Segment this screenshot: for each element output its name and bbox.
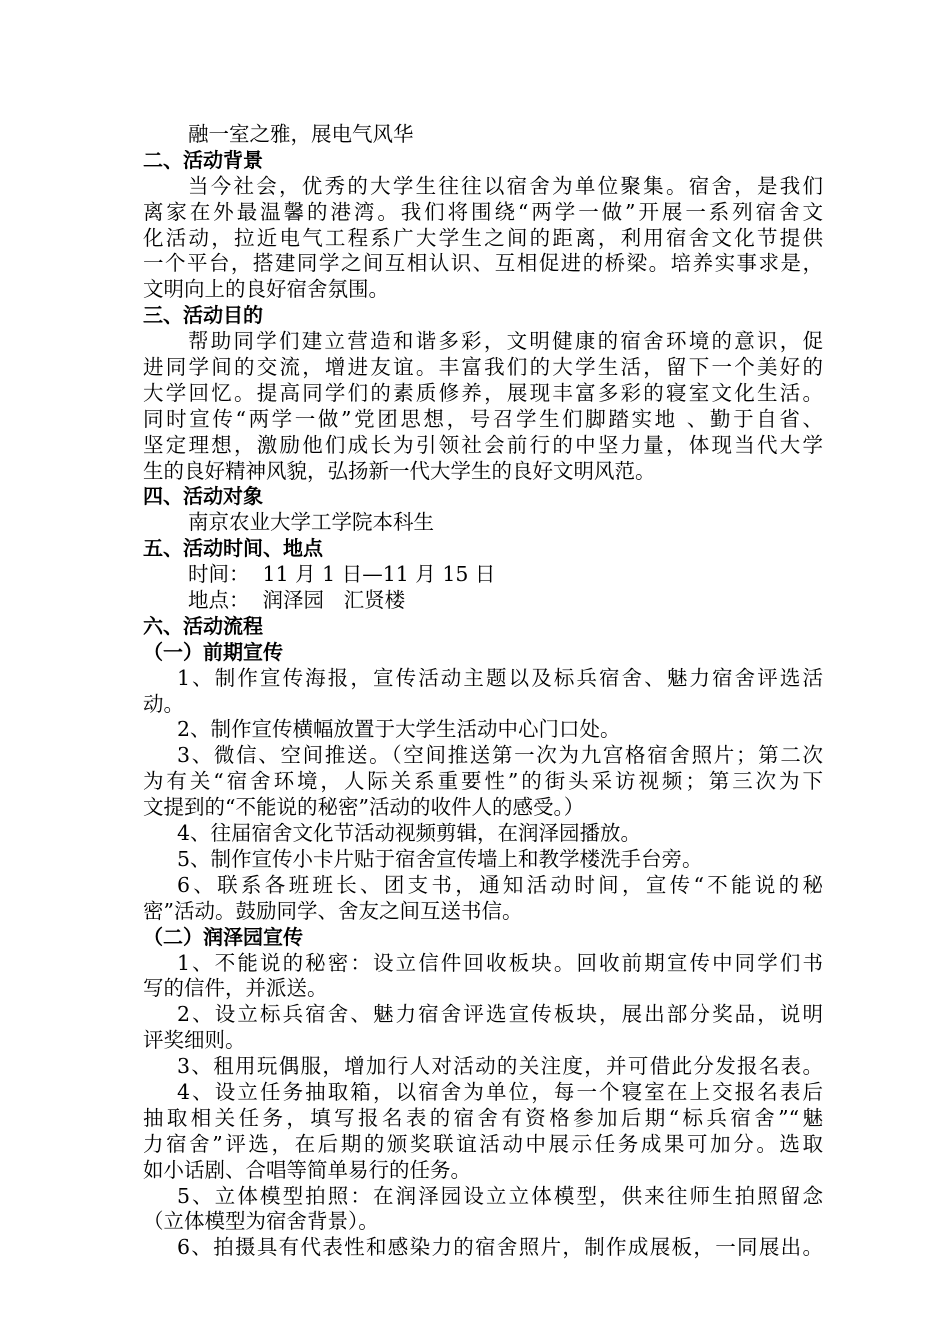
- background-line: 离家在外最温馨的港湾。我们将围绕“两学一做”开展一系列宿舍文: [143, 199, 823, 224]
- list-item-line: 5、制作宣传小卡片贴于宿舍宣传墙上和教学楼洗手台旁。: [177, 846, 703, 871]
- purpose-line: 坚定理想，激励他们成长为引领社会前行的中坚力量，体现当代大学: [143, 432, 823, 457]
- section-heading-background: 二、活动背景: [143, 147, 263, 172]
- list-item-line: 2、制作宣传横幅放置于大学生活动中心门口处。: [177, 717, 621, 742]
- list-item-line: 3、微信、空间推送。（空间推送第一次为九宫格宿舍照片；第二次: [177, 743, 823, 768]
- list-item-line: 3、租用玩偶服，增加行人对活动的关注度，并可借此分发报名表。: [177, 1054, 823, 1079]
- list-item-line: 2、设立标兵宿舍、魅力宿舍评选宣传板块，展出部分奖品，说明: [177, 1002, 823, 1027]
- document-page: [143, 122, 823, 1261]
- pre-publicity-list: [143, 666, 823, 925]
- list-item-line: 力宿舍”评选，在后期的颁奖联谊活动中展示任务成果可加分。选取: [143, 1131, 823, 1156]
- target-text: 南京农业大学工学院本科生: [188, 510, 434, 535]
- purpose-line: 大学回忆。提高同学们的素质修养，展现丰富多彩的寝室文化生活。: [143, 380, 823, 405]
- list-item-line: 1、不能说的秘密：设立信件回收板块。回收前期宣传中同学们书: [177, 950, 823, 975]
- section-heading-process: 六、活动流程: [143, 613, 263, 638]
- list-item-line: 5、立体模型拍照：在润泽园设立立体模型，供来往师生拍照留念: [177, 1183, 823, 1208]
- section-heading-time-place: 五、活动时间、地点: [143, 536, 323, 561]
- list-item-line: 1、制作宣传海报，宣传活动主题以及标兵宿舍、魅力宿舍评选活: [177, 665, 823, 690]
- purpose-line: 进同学间的交流，增进友谊。丰富我们的大学生活，留下一个美好的: [143, 355, 823, 380]
- activity-place: 地点： 润泽园 汇贤楼: [188, 588, 406, 613]
- background-line: 文明向上的良好宿舍氛围。: [143, 277, 389, 302]
- background-line: 当今社会，优秀的大学生往往以宿舍为单位聚集。宿舍，是我们: [188, 173, 823, 198]
- list-item-line: 文提到的“不能说的秘密”活动的收件人的感受。）: [143, 795, 585, 820]
- list-item-line: 评奖细则。: [143, 1028, 246, 1053]
- list-item-line: 6、联系各班班长、团支书，通知活动时间，宣传“不能说的秘: [177, 872, 823, 897]
- list-item-line: 抽取相关任务，填写报名表的宿舍有资格参加后期“标兵宿舍”“魅: [143, 1105, 823, 1130]
- list-item-line: 6、拍摄具有代表性和感染力的宿舍照片，制作成展板，一同展出。: [177, 1235, 823, 1260]
- runze-publicity-list: [143, 951, 823, 1262]
- activity-time: 时间： 11 月 1 日—11 月 15 日: [188, 562, 496, 587]
- section-heading-purpose: 三、活动目的: [143, 303, 263, 328]
- purpose-line: 帮助同学们建立营造和谐多彩，文明健康的宿舍环境的意识，促: [188, 329, 823, 354]
- subsection-heading-pre-publicity: （一）前期宣传: [143, 639, 283, 664]
- purpose-line: 同时宣传“两学一做”党团思想，号召学生们脚踏实地 、勤于自省、: [143, 406, 823, 431]
- list-item-line: 动。: [143, 691, 184, 716]
- theme-line: 融一室之雅，展电气风华: [188, 122, 414, 146]
- purpose-line: 生的良好精神风貌，弘扬新一代大学生的良好文明风范。: [143, 458, 656, 483]
- background-line: 化活动，拉近电气工程系广大学生之间的距离，利用宿舍文化节提供: [143, 225, 823, 250]
- section-heading-target: 四、活动对象: [143, 484, 263, 509]
- list-item-line: 为有关“宿舍环境，人际关系重要性”的街头采访视频；第三次为下: [143, 769, 823, 794]
- subsection-heading-runze-publicity: （二）润泽园宣传: [143, 924, 303, 949]
- list-item-line: 4、设立任务抽取箱，以宿舍为单位，每一个寝室在上交报名表后: [177, 1079, 823, 1104]
- background-line: 一个平台，搭建同学之间互相认识、互相促进的桥梁。培养实事求是，: [143, 251, 823, 276]
- list-item-line: （立体模型为宿舍背景）。: [143, 1209, 379, 1234]
- list-item-line: 4、往届宿舍文化节活动视频剪辑，在润泽园播放。: [177, 821, 642, 846]
- list-item-line: 如小话剧、合唱等简单易行的任务。: [143, 1157, 471, 1182]
- list-item-line: 写的信件，并派送。: [143, 976, 328, 1001]
- list-item-line: 密”活动。鼓励同学、舍友之间互送书信。: [143, 898, 523, 923]
